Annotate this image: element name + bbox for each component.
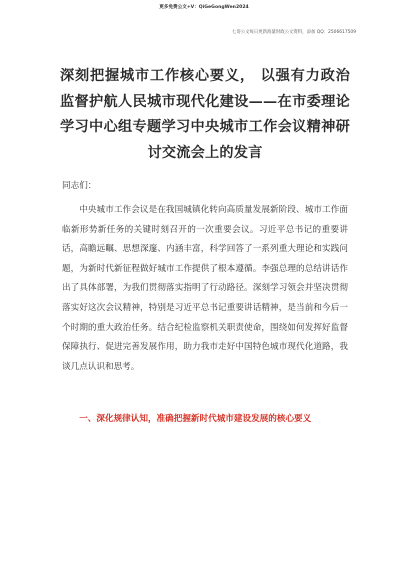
body-paragraph: 中央城市工作会议是在我国城镇化转向高质量发展新阶段、城市工作面临新形势新任务的关键时刻召开的一次重要会议。习近平总书记的重要讲话，高瞻远瞩、思想深邃、内涵丰富，科学回答了一系列重大理论和实践问题，为新时代新征程做好城市工作提供了根本遵循。李强总理的总结讲话作出了具体部署，为我们贯彻落实指明了行动路径。深刻学习领会并坚决贯彻落实好这次会议精神，特别是习近平总书记重要讲话精神，是当前和今后一个时期的重大政治任务。结合纪检监察机关职责使命，围绕如何发挥好监督保障执行、促进完善发展作用，助力我市走好中国特色城市现代化道路，我谈几点认识和思考。 — [62, 205, 348, 372]
document-title: 深刻把握城市工作核心要义， 以强有力政治监督护航人民城市现代化建设——在市委理论学习中心组专题学习中央城市工作会议精神研讨交流会上的发言 — [60, 68, 350, 161]
header-note: 七哥公文每日更新海量时政公文资料，添加 QQ：2506617509 — [231, 30, 356, 35]
promo-banner: 更多免费公文+V：QiGeGongWen2024 — [159, 5, 249, 10]
section-heading: 一、深化规律认知，准确把握新时代城市建设发展的核心要义 — [79, 414, 312, 424]
salutation: 同志们： — [62, 181, 97, 191]
